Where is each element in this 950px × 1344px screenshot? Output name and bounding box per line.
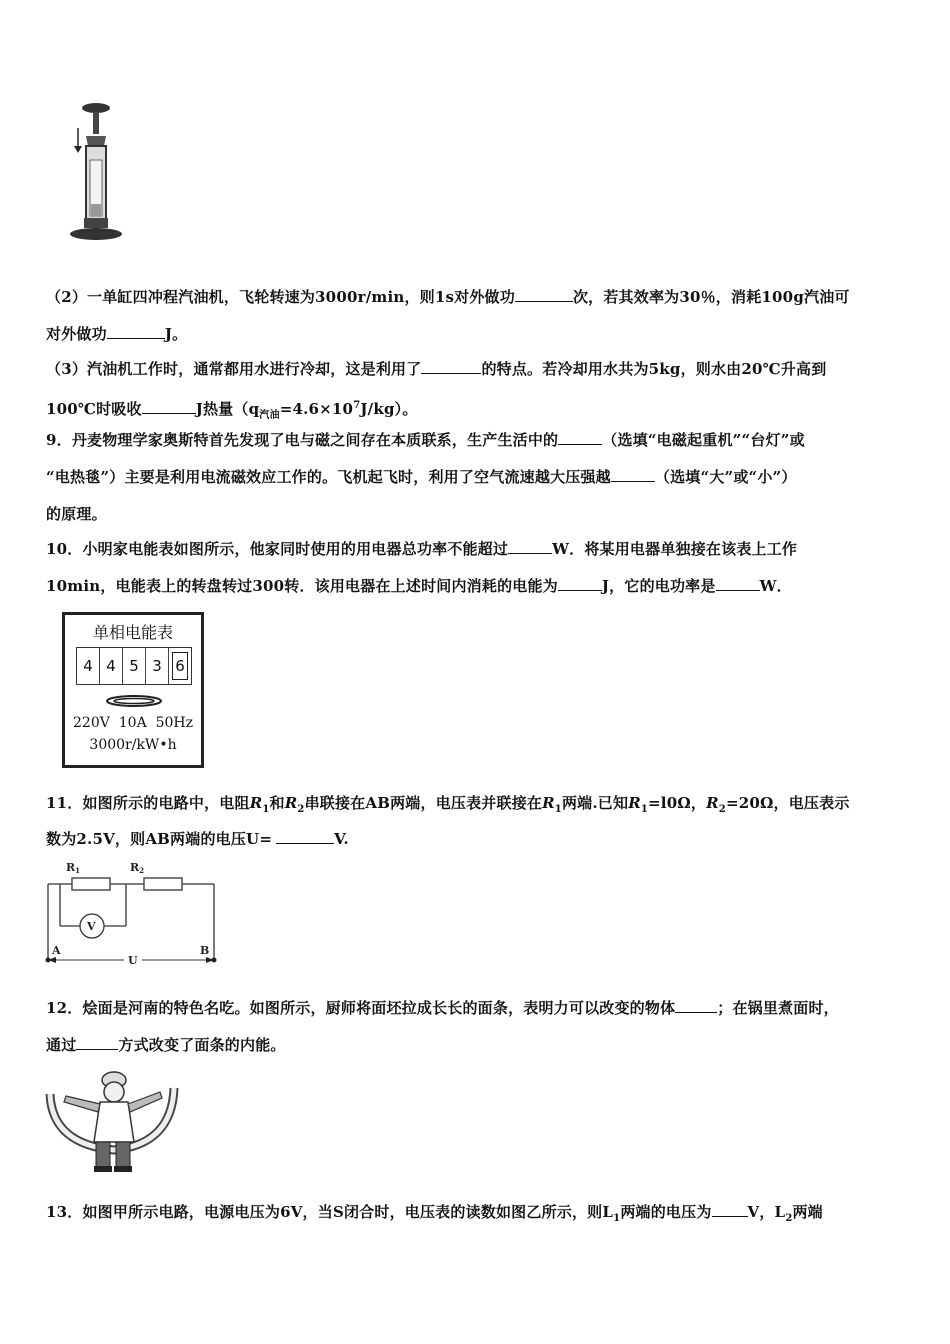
text: ；在锅里煮面时， <box>717 999 839 1017</box>
subscript: 2 <box>297 804 305 815</box>
text: 和 <box>269 794 285 812</box>
q13-line1 <box>46 1202 823 1229</box>
text: J/kg）。 <box>360 400 418 418</box>
superscript: 7 <box>353 400 361 411</box>
r1-symbol: R <box>628 794 641 812</box>
text: 两端 <box>792 1203 823 1221</box>
text: =20Ω，电压表示 <box>725 794 850 812</box>
text: 的特点。若冷却用水共为5kg，则水由20℃升高到 <box>481 360 827 378</box>
text: 数为2.5V，则AB两端的电压U= <box>46 830 273 848</box>
text: 两端的电压为 <box>620 1203 712 1221</box>
r1-symbol: R <box>542 794 555 812</box>
voltmeter-label: V <box>87 920 96 933</box>
text: W．将某用电器单独接在该表上工作 <box>552 540 798 558</box>
q11-line2 <box>46 829 349 849</box>
text: J。 <box>164 325 188 343</box>
q8-part2-line1 <box>46 287 850 307</box>
text: 两端.已知 <box>561 794 629 812</box>
q12-line2 <box>46 1035 286 1055</box>
q9-line2 <box>46 467 797 487</box>
answer-blank[interactable] <box>675 998 717 1013</box>
chef-noodle-figure <box>44 1068 180 1176</box>
meter-digit: 4 <box>77 648 100 684</box>
text: （选填“大”或“小”） <box>654 468 797 486</box>
answer-blank[interactable] <box>421 359 481 374</box>
answer-blank[interactable] <box>276 829 334 844</box>
text: 10．小明家电能表如图所示，他家同时使用的用电器总功率不能超过 <box>46 540 509 558</box>
meter-digit-decimal <box>169 648 191 684</box>
answer-blank[interactable] <box>716 576 760 591</box>
text: 对外做功 <box>46 325 107 343</box>
text: V，L <box>747 1203 786 1221</box>
r2-label: R2 <box>130 861 145 875</box>
r2-symbol: R <box>284 794 298 812</box>
text: =4.6×10 <box>279 400 354 418</box>
text: =l0Ω， <box>648 794 707 812</box>
text: 的原理。 <box>46 505 107 523</box>
answer-blank[interactable] <box>611 467 655 482</box>
meter-digit: 6 <box>172 652 188 680</box>
series-circuit-figure <box>42 856 222 968</box>
answer-blank[interactable] <box>558 430 602 445</box>
subscript: 1 <box>640 804 649 815</box>
subscript: 汽油 <box>259 410 280 421</box>
r1-symbol: R <box>249 794 263 812</box>
q10-line2 <box>46 576 792 596</box>
answer-blank[interactable] <box>107 324 165 339</box>
text: （选填“电磁起重机”“台灯”或 <box>602 431 805 449</box>
resistor-r2 <box>144 878 182 890</box>
q11-line1 <box>46 793 850 820</box>
terminal-b-label: B <box>200 944 210 957</box>
q9-line1 <box>46 430 805 450</box>
q10-line1 <box>46 539 797 559</box>
subscript: 1 <box>262 804 270 815</box>
subscript: 1 <box>554 804 562 815</box>
text: （2）一单缸四冲程汽油机，飞轮转速为3000r/min，则1s对外做功 <box>46 288 515 306</box>
meter-digit: 4 <box>100 648 123 684</box>
text: J，它的电功率是 <box>601 577 716 595</box>
r2-symbol: R <box>706 794 719 812</box>
answer-blank[interactable] <box>712 1202 748 1217</box>
q9-line3 <box>46 504 107 524</box>
answer-blank[interactable] <box>558 576 602 591</box>
meter-rotating-disc-icon <box>105 693 163 709</box>
subscript: 2 <box>785 1213 793 1224</box>
r1-label: R1 <box>66 861 81 875</box>
q12-line1 <box>46 998 839 1018</box>
subscript: 2 <box>718 804 726 815</box>
text: 方式改变了面条的内能。 <box>118 1036 286 1054</box>
q8-part2-line2 <box>46 324 187 344</box>
text: 10min，电能表上的转盘转过300转．该用电器在上述时间内消耗的电能为 <box>46 577 558 595</box>
voltage-u-label: U <box>128 954 138 967</box>
resistor-r1 <box>72 878 110 890</box>
text: 串联接在AB两端，电压表并联接在 <box>304 794 543 812</box>
subscript: 1 <box>613 1213 621 1224</box>
text: “电热毯”）主要是利用电流磁效应工作的。飞机起飞时，利用了空气流速越大压强越 <box>46 468 611 486</box>
electric-meter-figure <box>62 612 204 768</box>
meter-constant: 3000r/kW•h <box>89 737 177 753</box>
terminal-a-label: A <box>52 944 61 957</box>
text: 通过 <box>46 1036 77 1054</box>
piston-apparatus-figure <box>66 100 126 245</box>
q8-part3-line1 <box>46 359 826 379</box>
text: 11．如图所示的电路中，电阻 <box>46 794 250 812</box>
meter-digit: 3 <box>146 648 169 684</box>
text: 9．丹麦物理学家奥斯特首先发现了电与磁之间存在本质联系，生产生活中的 <box>46 431 559 449</box>
text: W． <box>759 577 792 595</box>
text: 13．如图甲所示电路，电源电压为6V，当S闭合时，电压表的读数如图乙所示，则L <box>46 1203 614 1221</box>
meter-digit: 5 <box>123 648 146 684</box>
meter-title: 单相电能表 <box>92 623 173 642</box>
meter-digit-box <box>76 647 192 685</box>
q8-part3-line2 <box>46 396 418 426</box>
text: J热量（q <box>195 400 260 418</box>
meter-spec: 220V 10A 50Hz <box>73 715 193 731</box>
text: V. <box>334 830 349 848</box>
text: 100℃时吸收 <box>46 400 142 418</box>
answer-blank[interactable] <box>508 539 552 554</box>
answer-blank[interactable] <box>515 287 573 302</box>
answer-blank[interactable] <box>76 1035 118 1050</box>
text: 次，若其效率为30％，消耗100g汽油可 <box>572 288 850 306</box>
answer-blank[interactable] <box>142 399 196 414</box>
text: 12．烩面是河南的特色名吃。如图所示，厨师将面坯拉成长长的面条，表明力可以改变的物体 <box>46 999 676 1017</box>
text: （3）汽油机工作时，通常都用水进行冷却，这是利用了 <box>46 360 422 378</box>
